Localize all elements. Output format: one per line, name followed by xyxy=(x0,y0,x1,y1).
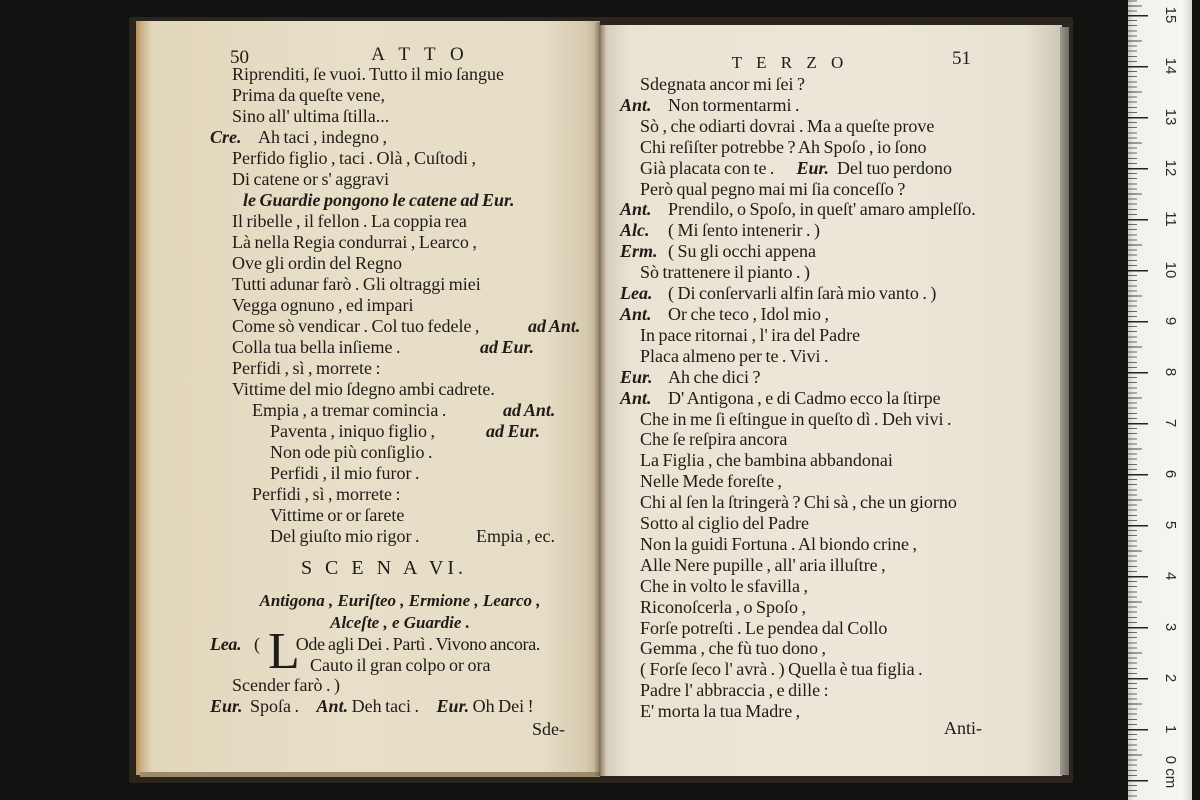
verse-line: Però qual pegno mai mi ſia conceſſo ? xyxy=(640,178,906,199)
ruler-label: 0 cm xyxy=(1162,755,1179,789)
verse-line xyxy=(210,337,595,358)
refrain-cue: Empia , ec. xyxy=(476,526,555,546)
ruler-label: 4 xyxy=(1162,571,1179,581)
verse-line xyxy=(210,316,595,337)
verse-text: Spoſa . xyxy=(250,695,300,716)
ruler-label: 5 xyxy=(1162,520,1179,530)
cast-line: Antigona , Euriſteo , Ermione , Learco , xyxy=(259,591,541,610)
verse-line: Chi reſiſter potrebbe ? Ah Spoſo , io ſono xyxy=(640,136,927,157)
verse-line xyxy=(620,220,1050,241)
catchword-right: Anti- xyxy=(944,718,982,738)
verse-line xyxy=(210,400,595,421)
verse-text: Del tuo perdono xyxy=(836,157,952,178)
verse-text: ( Mi ſento intenerir . ) xyxy=(668,220,820,241)
verse-line xyxy=(210,127,595,148)
verse-text: Oh Dei ! xyxy=(472,695,534,716)
verse-text: ( Su gli occhi appena xyxy=(668,241,816,262)
verse-line: Di catene or s' aggravi xyxy=(232,169,390,189)
verse-line: Scender farò . ) xyxy=(232,675,340,695)
verse-line: Tutti adunar farò . Gli oltraggi miei xyxy=(232,274,481,294)
verse-line: Ove gli ordin del Regno xyxy=(232,253,402,273)
speaker-label: Lea. xyxy=(210,634,242,654)
speaker-label: Eur. xyxy=(210,695,243,716)
page-number-right: 51 xyxy=(952,48,971,69)
verse-line: Gemma , che fù tuo dono , xyxy=(640,638,826,659)
ruler-label: 14 xyxy=(1162,57,1179,75)
ruler-label: 13 xyxy=(1162,108,1179,126)
verse-text: Già placata con te . xyxy=(640,157,775,178)
ruler-label: 3 xyxy=(1162,622,1179,632)
verse-line: E' morta la tua Madre , xyxy=(640,701,801,722)
verse-line: Sò trattenere il pianto . ) xyxy=(640,262,810,283)
verse-line: Che ſe reſpira ancora xyxy=(640,429,788,450)
verse-line: Vegga ognuno , ed impari xyxy=(232,295,414,315)
stage-direction: ad Eur. xyxy=(486,421,541,441)
verse-line xyxy=(620,158,1050,179)
speaker-label: Ant. xyxy=(620,387,652,408)
verse-text: Del giuſto mio rigor . xyxy=(270,526,420,546)
speaker-label: Eur. xyxy=(620,366,653,387)
verse-line xyxy=(620,367,1050,388)
verse-line: Sino all' ultima ſtilla... xyxy=(232,106,390,126)
verse-line: Perfidi , il mio furor . xyxy=(270,463,420,483)
verse-line: Riprenditi, ſe vuoi. Tutto il mio ſangue xyxy=(232,64,505,84)
verse-line: Perfidi , sì , morrete : xyxy=(232,358,381,378)
catchword-left: Sde- xyxy=(532,719,565,739)
ruler-label: 7 xyxy=(1162,418,1179,428)
verse-line: Vittime del mio ſdegno ambi cadrete. xyxy=(232,379,495,399)
ruler-cm-ticks xyxy=(1128,0,1148,800)
ruler-label: 11 xyxy=(1162,211,1179,227)
ruler-label: 1 xyxy=(1162,724,1179,734)
verse-text: D' Antigona , e di Cadmo ecco la ſtirpe xyxy=(668,387,941,408)
verse-text: Ah che dici ? xyxy=(668,366,761,387)
verse-line: ( Forſe ſeco l' avrà . ) Quella è tua figlia . xyxy=(640,659,923,680)
verse-text: Empia , a tremar comincia . xyxy=(252,400,447,420)
stage-direction-line: le Guardie pongono le catene ad Eur. xyxy=(243,190,515,210)
verse-line xyxy=(620,283,1050,304)
verse-line: Cauto il gran colpo or ora xyxy=(310,654,491,675)
book-gutter xyxy=(594,22,606,776)
parenthesis: ( xyxy=(254,634,260,654)
ruler-label: 8 xyxy=(1162,367,1179,377)
verse-line: Perfidi , sì , morrete : xyxy=(252,484,401,504)
page-number-left: 50 xyxy=(230,47,249,68)
verse-line: Perfido figlio , taci . Olà , Cuſtodi , xyxy=(232,148,476,168)
verse-line xyxy=(620,388,1050,409)
verse-text: Paventa , iniquo figlio , xyxy=(270,421,435,441)
verse-line: Placa almeno per te . Vivi . xyxy=(640,345,829,366)
cast-list xyxy=(200,590,600,634)
verse-line xyxy=(620,304,1050,325)
verse-line: Chi al ſen la ſtringerà ? Chi sà , che un giorno xyxy=(640,492,957,513)
ruler-label: 6 xyxy=(1162,469,1179,479)
verse-line xyxy=(210,421,595,442)
verse-line: Sò , che odiarti dovrai . Ma a queſte prove xyxy=(640,115,935,136)
verse-text: Non tormentarmi . xyxy=(668,94,800,115)
running-head-left: A T T O xyxy=(371,44,469,65)
verse-text: Ah taci , indegno , xyxy=(258,127,387,147)
verse-line: Nelle Mede foreſte , xyxy=(640,471,782,492)
speaker-label: Alc. xyxy=(620,220,650,241)
speaker-label: Erm. xyxy=(620,241,658,262)
verse-line xyxy=(620,241,1050,262)
verse-text: Colla tua bella inſieme . xyxy=(232,337,401,357)
verse-line xyxy=(620,199,1050,220)
stage-direction: ad Eur. xyxy=(480,337,535,357)
verse-line: Non ode più conſiglio . xyxy=(270,442,433,462)
drop-cap-initial: L xyxy=(268,623,300,680)
verse-text: Or che teco , Idol mio , xyxy=(668,303,829,324)
verse-line: Riconoſcerla , o Spoſo , xyxy=(640,596,806,617)
right-verse-block xyxy=(620,74,1050,722)
verse-line: Là nella Regia condurrai , Learco , xyxy=(232,232,477,252)
verse-line xyxy=(620,95,1050,116)
speaker-label: Lea. xyxy=(620,283,653,304)
scene-dialogue xyxy=(210,623,595,716)
verse-line: Prima da queſte vene, xyxy=(232,85,385,105)
verse-line xyxy=(210,526,595,547)
verse-line: Sdegnata ancor mi ſei ? xyxy=(640,74,805,94)
stage-direction: ad Ant. xyxy=(503,400,556,420)
cast-line: Alceſte , e Guardie . xyxy=(330,613,470,632)
ruler-label: 2 xyxy=(1162,673,1179,683)
verse-line xyxy=(210,696,595,717)
verse-text: Prendilo, o Spoſo, in queſt' amaro ampleſſo. xyxy=(668,199,976,220)
speaker-label: Ant. xyxy=(620,303,652,324)
verse-text: Come sò vendicar . Col tuo fedele , xyxy=(232,316,480,336)
speaker-label: Eur. xyxy=(436,695,470,716)
verse-line: Il ribelle , il fellon . La coppia rea xyxy=(232,211,467,231)
verse-line: Padre l' abbraccia , e dille : xyxy=(640,680,829,701)
verse-line: Non la guidi Fortuna . Al biondo crine , xyxy=(640,533,917,554)
verse-line: In pace ritornai , l' ira del Padre xyxy=(640,324,861,345)
verse-line: Alle Nere pupille , all' aria illuſtre , xyxy=(640,554,886,575)
verse-line: Forſe potreſti . Le pendea dal Collo xyxy=(640,617,888,638)
ruler-label: 10 xyxy=(1162,261,1179,279)
speaker-label: Ant. xyxy=(620,199,652,220)
ruler-label: 12 xyxy=(1162,159,1179,177)
verse-line: Vittime or or ſarete xyxy=(270,505,405,525)
verse-text: ( Di conſervarli alfin ſarà mio vanto . ) xyxy=(668,283,937,304)
left-page-edge xyxy=(140,772,600,777)
verse-line: Che in me ſi eſtingue in queſto dì . Deh vivi . xyxy=(640,408,952,429)
verse-text: Ode agli Dei . Partì . Vivono ancora. xyxy=(295,634,541,654)
speaker-label: Ant. xyxy=(620,94,652,115)
verse-line: La Figlia , che bambina abbandonai xyxy=(640,450,893,471)
speaker-label: Cre. xyxy=(210,127,242,147)
stage-direction: ad Ant. xyxy=(528,316,581,336)
speaker-label: Eur. xyxy=(796,157,829,178)
verse-line: Sotto al ciglio del Padre xyxy=(640,513,809,534)
scene-heading: S C E N A VI. xyxy=(300,557,468,579)
speaker-label: Ant. xyxy=(316,695,349,716)
verse-line: Che in volto le sfavilla , xyxy=(640,575,808,596)
ruler-label: 15 xyxy=(1162,6,1179,24)
running-head-right: T E R Z O xyxy=(731,53,849,72)
ruler-label: 9 xyxy=(1162,316,1179,326)
left-verse-block xyxy=(210,64,595,547)
verse-text: Deh taci . xyxy=(351,695,420,716)
right-page-edge xyxy=(1060,27,1069,775)
